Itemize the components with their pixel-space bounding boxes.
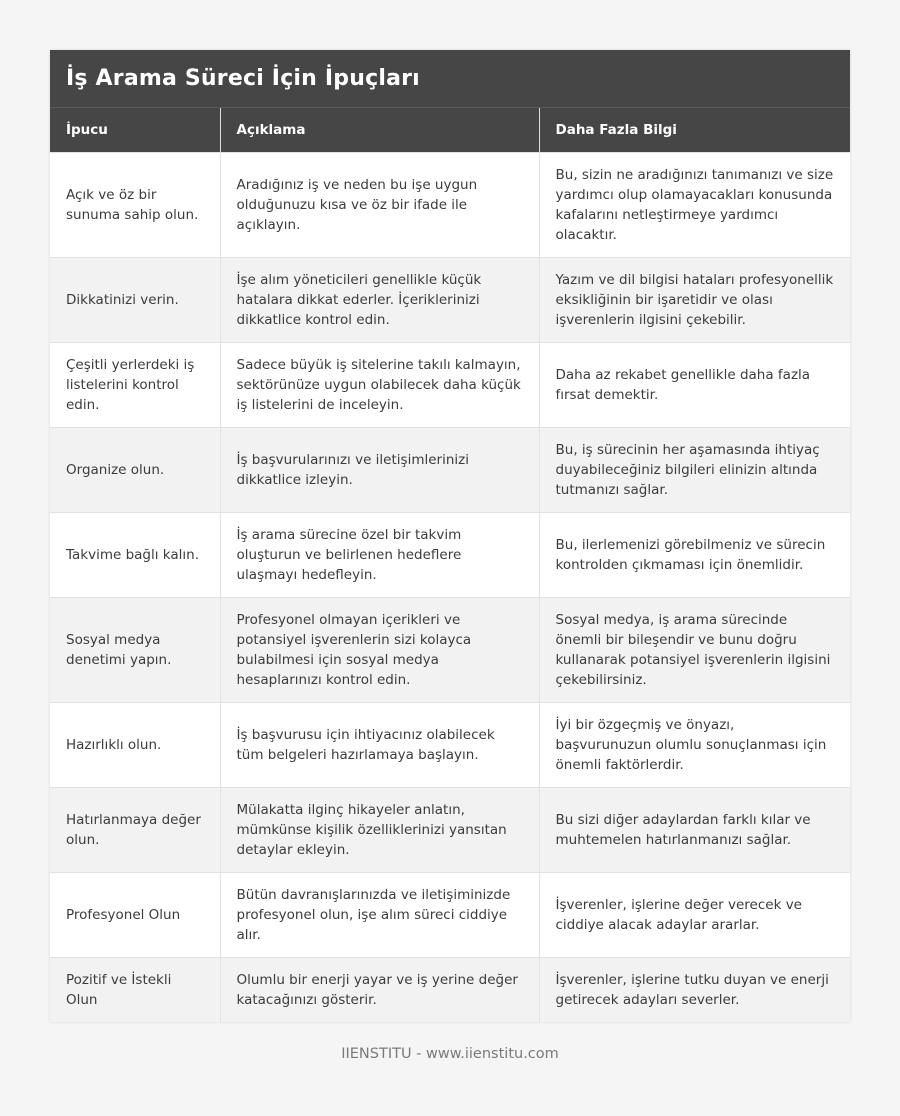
more-info-cell: İşverenler, işlerine değer verecek ve ciddiye alacak adaylar ararlar. xyxy=(539,872,850,957)
tip-cell: Organize olun. xyxy=(50,427,220,512)
more-info-cell: Bu, iş sürecinin her aşamasında ihtiyaç duyabileceğiniz bilgileri elinizin altında tutmanızı sağlar. xyxy=(539,427,850,512)
table-header-row xyxy=(50,108,850,152)
description-cell: Sadece büyük iş sitelerine takılı kalmayın, sektörünüze uygun olabilecek daha küçük iş listelerini de inceleyin. xyxy=(220,342,539,427)
tip-cell: Pozitif ve İstekli Olun xyxy=(50,957,220,1022)
description-cell: İş başvurusu için ihtiyacınız olabilecek tüm belgeleri hazırlamaya başlayın. xyxy=(220,702,539,787)
tip-cell: Sosyal medya denetimi yapın. xyxy=(50,597,220,702)
more-info-cell: Bu, ilerlemenizi görebilmeniz ve sürecin kontrolden çıkmaması için önemlidir. xyxy=(539,512,850,597)
tip-cell: Profesyonel Olun xyxy=(50,872,220,957)
more-info-cell: Sosyal medya, iş arama sürecinde önemli bir bileşendir ve bunu doğru kullanarak potansiyel işverenlerin ilgisini çekebilirsiniz. xyxy=(539,597,850,702)
tips-table xyxy=(50,108,850,1022)
more-info-cell: Yazım ve dil bilgisi hataları profesyonellik eksikliğinin bir işaretidir ve olası işverenlerin ilgisini çekebilir. xyxy=(539,257,850,342)
tip-cell: Dikkatinizi verin. xyxy=(50,257,220,342)
description-cell: Aradığınız iş ve neden bu işe uygun olduğunuzu kısa ve öz bir ifade ile açıklayın. xyxy=(220,152,539,257)
more-info-cell: İşverenler, işlerine tutku duyan ve enerji getirecek adayları severler. xyxy=(539,957,850,1022)
column-header-description: Açıklama xyxy=(220,108,539,152)
tip-cell: Takvime bağlı kalın. xyxy=(50,512,220,597)
table-row xyxy=(50,597,850,702)
tip-cell: Açık ve öz bir sunuma sahip olun. xyxy=(50,152,220,257)
table-row xyxy=(50,342,850,427)
description-cell: İş arama sürecine özel bir takvim oluşturun ve belirlenen hedeflere ulaşmayı hedefleyin. xyxy=(220,512,539,597)
page-title: İş Arama Süreci İçin İpuçları xyxy=(66,66,420,91)
tip-cell: Hazırlıklı olun. xyxy=(50,702,220,787)
description-cell: Olumlu bir enerji yayar ve iş yerine değer katacağınızı gösterir. xyxy=(220,957,539,1022)
tip-cell: Çeşitli yerlerdeki iş listelerini kontrol edin. xyxy=(50,342,220,427)
column-header-more-info: Daha Fazla Bilgi xyxy=(539,108,850,152)
table-row xyxy=(50,787,850,872)
title-bar xyxy=(50,50,850,108)
table-row xyxy=(50,257,850,342)
table-row xyxy=(50,957,850,1022)
table-row xyxy=(50,427,850,512)
footer-credit: IIENSTITU - www.iienstitu.com xyxy=(341,1046,559,1062)
description-cell: İş başvurularınızı ve iletişimlerinizi dikkatlice izleyin. xyxy=(220,427,539,512)
description-cell: Mülakatta ilginç hikayeler anlatın, mümkünse kişilik özelliklerinizi yansıtan detaylar ekleyin. xyxy=(220,787,539,872)
table-row xyxy=(50,152,850,257)
column-header-tip: İpucu xyxy=(50,108,220,152)
tips-card xyxy=(50,50,850,1022)
more-info-cell: Daha az rekabet genellikle daha fazla fırsat demektir. xyxy=(539,342,850,427)
description-cell: Bütün davranışlarınızda ve iletişiminizde profesyonel olun, işe alım süreci ciddiye alır. xyxy=(220,872,539,957)
table-row xyxy=(50,702,850,787)
more-info-cell: Bu sizi diğer adaylardan farklı kılar ve muhtemelen hatırlanmanızı sağlar. xyxy=(539,787,850,872)
table-row xyxy=(50,872,850,957)
tip-cell: Hatırlanmaya değer olun. xyxy=(50,787,220,872)
description-cell: Profesyonel olmayan içerikleri ve potansiyel işverenlerin sizi kolayca bulabilmesi için sosyal medya hesaplarınızı kontrol edin. xyxy=(220,597,539,702)
more-info-cell: Bu, sizin ne aradığınızı tanımanızı ve size yardımcı olup olamayacakları konusunda kafalarını netleştirmeye yardımcı olacaktır. xyxy=(539,152,850,257)
description-cell: İşe alım yöneticileri genellikle küçük hatalara dikkat ederler. İçeriklerinizi dikkatlice kontrol edin. xyxy=(220,257,539,342)
more-info-cell: İyi bir özgeçmiş ve önyazı, başvurunuzun olumlu sonuçlanması için önemli faktörlerdir. xyxy=(539,702,850,787)
table-row xyxy=(50,512,850,597)
